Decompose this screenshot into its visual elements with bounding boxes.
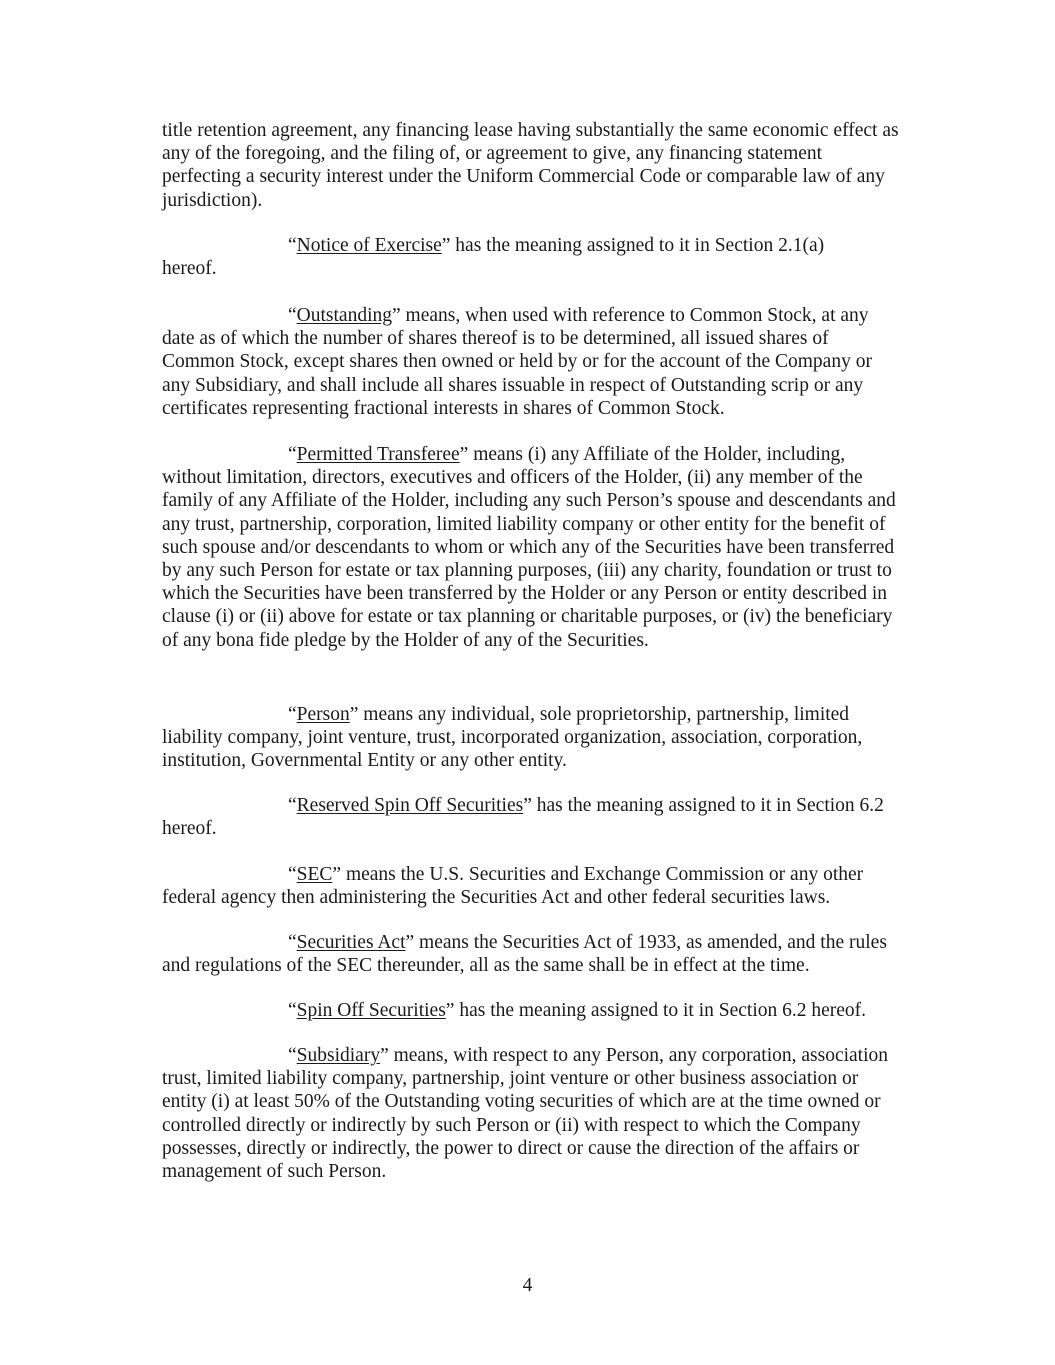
- definition-body: ” means, with respect to any Person, any corporation, association trust, limited liability company, partnership, joint venture or other business association or entity (i) at least 50% of the Outstanding voting securities of which are at the time owned or controlled directly or indirectly by such Person or (ii) with respect to which the Company possesses, directly or indirectly, the power to direct or cause the direction of the affairs or management of such Person.: [162, 1045, 889, 1183]
- definition-reserved-spin-off-securities: [162, 794, 904, 840]
- open-quote: “: [288, 305, 297, 326]
- open-quote: “: [288, 235, 297, 256]
- definition-body: ” has the meaning assigned to it in Section 6.2 hereof.: [162, 795, 884, 840]
- definition-securities-act: [162, 931, 904, 977]
- defined-term: Subsidiary: [296, 1045, 381, 1066]
- page-number: 4: [522, 1275, 533, 1296]
- definition-notice-of-exercise-tail: hereof.: [162, 258, 217, 279]
- definition-outstanding: [162, 304, 904, 420]
- definition-body: ” has the meaning assigned to it in Section 6.2 hereof.: [445, 1000, 867, 1021]
- open-quote: “: [288, 795, 297, 816]
- definition-permitted-transferee: [162, 443, 904, 652]
- definition-notice-of-exercise: [288, 234, 908, 257]
- defined-term: Notice of Exercise: [296, 235, 442, 256]
- open-quote: “: [288, 1000, 297, 1021]
- definition-body: ” means, when used with reference to Common Stock, at any date as of which the number of shares thereof is to be determined, all issued shares of Common Stock, except shares then owned or held by or for the account of the Company or any Subsidiary, and shall include all shares issuable in respect of Outstanding scrip or any certificates representing fractional interests in shares of Common Stock.: [162, 305, 872, 419]
- defined-term: SEC: [296, 864, 333, 885]
- definition-body: ” means the U.S. Securities and Exchange Commission or any other federal agency then administering the Securities Act and other federal securities laws.: [162, 864, 864, 909]
- definition-body: ” means (i) any Affiliate of the Holder, including, without limitation, directors, executives and officers of the Holder, (ii) any member of the family of any Affiliate of the Holder, including any such Person’s spouse and descendants and any trust, partnership, corporation, limited liability company or other entity for the benefit of such spouse and/or descendants to whom or which any of the Securities have been transferred by any such Person for estate or tax planning purposes, (iii) any charity, foundation or trust to which the Securities have been transferred by the Holder or any Person or entity described in clause (i) or (ii) above for estate or tax planning or charitable purposes, or (iv) the beneficiary of any bona fide pledge by the Holder of any of the Securities.: [162, 444, 896, 651]
- defined-term: Permitted Transferee: [296, 444, 460, 465]
- definition-spin-off-securities: [162, 999, 904, 1022]
- defined-term: Spin Off Securities: [296, 1000, 446, 1021]
- defined-term: Reserved Spin Off Securities: [296, 795, 524, 816]
- open-quote: “: [288, 864, 297, 885]
- definition-body: ” means any individual, sole proprietorship, partnership, limited liability company, joint venture, trust, incorporated organization, association, corporation, institution, Governmental Entity or any other entity.: [162, 704, 863, 772]
- defined-term: Person: [296, 704, 350, 725]
- defined-term: Outstanding: [296, 305, 392, 326]
- open-quote: “: [288, 444, 297, 465]
- definition-body: ” has the meaning assigned to it in Section 2.1(a): [441, 235, 825, 256]
- definition-body: ” means the Securities Act of 1933, as amended, and the rules and regulations of the SEC thereunder, all as the same shall be in effect at the time.: [162, 932, 887, 977]
- definition-sec: [162, 863, 904, 909]
- definition-subsidiary: [162, 1044, 904, 1183]
- open-quote: “: [288, 704, 297, 725]
- intro-paragraph: title retention agreement, any financing lease having substantially the same economic effect as any of the foregoing, and the filing of, or agreement to give, any financing statement perfecting a security interest under the Uniform Commercial Code or comparable law of any jurisdiction).: [162, 120, 899, 211]
- open-quote: “: [288, 932, 297, 953]
- open-quote: “: [288, 1045, 297, 1066]
- defined-term: Securities Act: [296, 932, 406, 953]
- definition-person: [162, 703, 904, 773]
